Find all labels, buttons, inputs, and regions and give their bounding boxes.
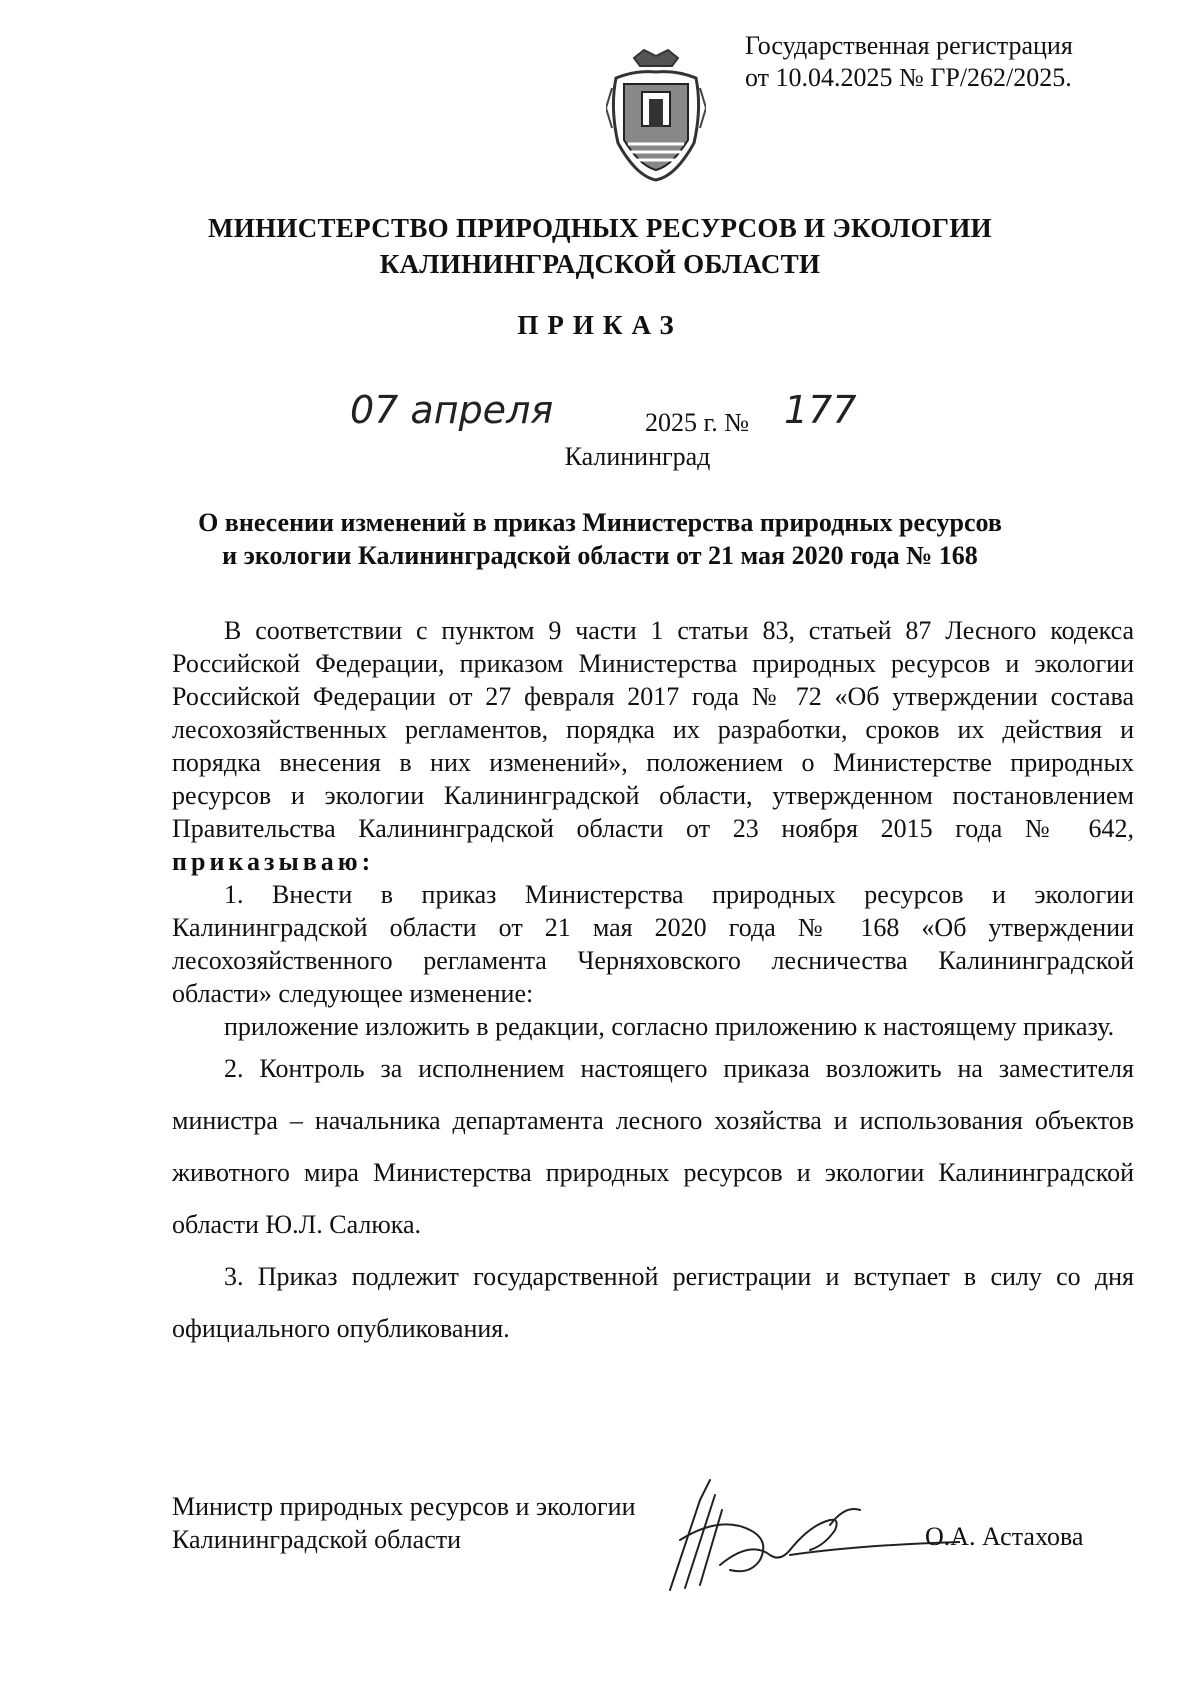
order-year-number-label: 2025 г. № — [645, 408, 750, 437]
preamble-paragraph — [172, 614, 1134, 878]
item-1-paragraph: 1. Внести в приказ Министерства природных ресурсов и экологии Калининградской области от 21 мая 2020 года № 168 «Об утверждении лесохозяйственного регламента Черняховского лесничества Калининградской области» следующее изменение: — [172, 880, 1134, 1008]
signatory-name: О.А. Астахова — [925, 1522, 1084, 1551]
item-3-paragraph: 3. Приказ подлежит государственной регистрации и вступает в силу со дня официального опубликования. — [172, 1262, 1134, 1343]
subject-line-1: О внесении изменений в приказ Министерства природных ресурсов — [198, 508, 1002, 537]
order-body — [172, 614, 1134, 1355]
preamble-text: В соответствии с пунктом 9 части 1 статьи 83, статьей 87 Лесного кодекса Российской Федерации, приказом Министерства природных ресурсов и экологии Российской Федерации от 27 февраля 2017 года № 72 «Об утверждении состава лесохозяйственных регламентов, порядка их разработки, сроков их действия и порядка внесения в них изменений», положением о Министерстве природных ресурсов и экологии Калининградской области, утвержденном постановлением Правительства Калининградской области от 23 ноября 2015 года № 642, — [172, 616, 1134, 843]
registration-stamp — [745, 30, 1073, 94]
handwritten-date: 07 апреля — [350, 388, 554, 432]
ministry-heading — [0, 210, 1200, 282]
ministry-name-line-1: МИНИСТЕРСТВО ПРИРОДНЫХ РЕСУРСОВ И ЭКОЛОГИИ — [208, 213, 992, 243]
registration-line-2: от 10.04.2025 № ГР/262/2025. — [745, 63, 1072, 92]
order-word: приказываю: — [172, 847, 375, 876]
handwritten-signature — [660, 1470, 960, 1600]
subject-line-2: и экологии Калининградской области от 21 мая 2020 года № 168 — [222, 541, 978, 570]
registration-line-1: Государственная регистрация — [745, 31, 1073, 60]
handwritten-order-number: 177 — [784, 388, 857, 432]
order-subject — [0, 506, 1200, 572]
city-name: Калининград — [564, 442, 711, 471]
coat-of-arms-emblem — [606, 48, 706, 182]
ministry-name-line-2: КАЛИНИНГРАДСКОЙ ОБЛАСТИ — [379, 249, 821, 279]
signatory-position — [172, 1490, 635, 1556]
signatory-position-line-2: Калининградской области — [172, 1525, 462, 1554]
item-1-detail-paragraph: приложение изложить в редакции, согласно приложению к настоящему приказу. — [224, 1012, 1115, 1041]
document-type-title: ПРИКАЗ — [517, 310, 683, 340]
signatory-position-line-1: Министр природных ресурсов и экологии — [172, 1492, 636, 1521]
item-2-paragraph: 2. Контроль за исполнением настоящего приказа возложить на заместителя министра – начальника департамента лесного хозяйства и использования объектов животного мира Министерства природных ресурсов и экологии Калининградской области Ю.Л. Салюка. — [172, 1054, 1134, 1239]
